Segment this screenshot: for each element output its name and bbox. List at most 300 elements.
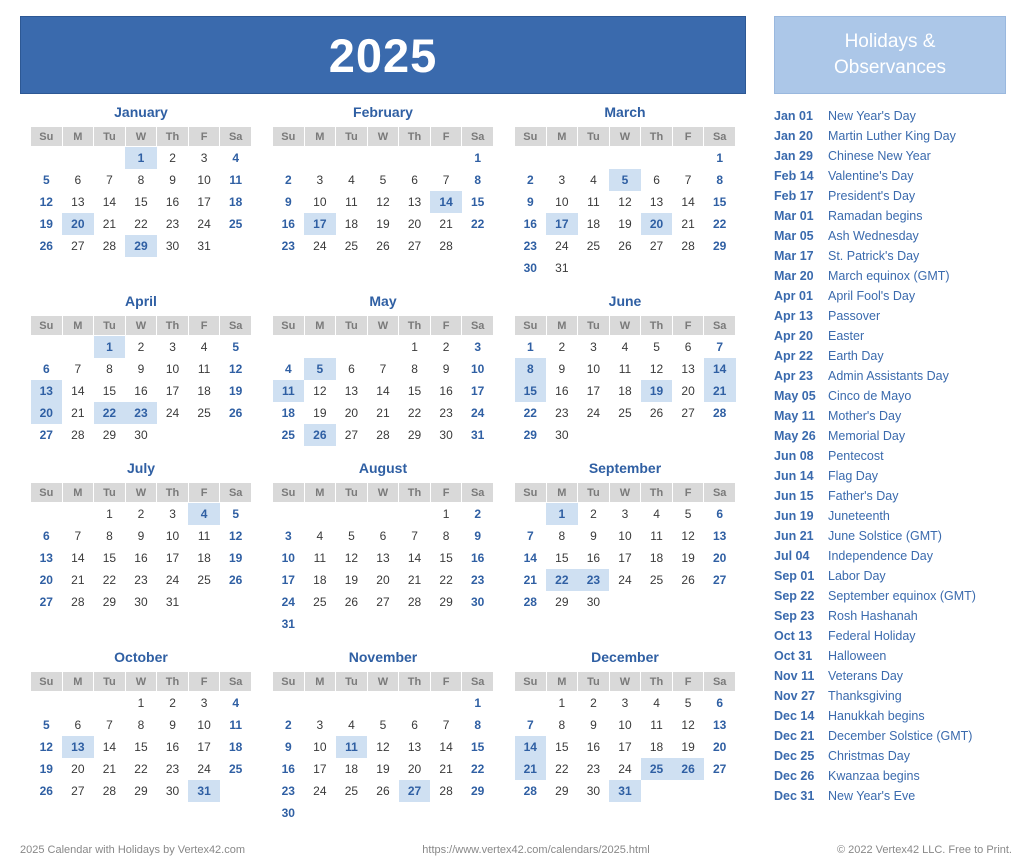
holiday-date: Apr 01 <box>774 289 813 303</box>
holiday-name: Federal Holiday <box>828 629 916 643</box>
holiday-date: Jun 21 <box>774 529 814 543</box>
day-cell: 15 <box>555 739 569 754</box>
day-cell: 2 <box>474 506 482 521</box>
weekday-header: Sa <box>220 672 252 692</box>
day-cell: 11 <box>197 528 211 543</box>
day-cell: 27 <box>713 572 727 587</box>
month-table <box>272 126 494 257</box>
day-cell: 11 <box>587 194 600 209</box>
day-cell: 4 <box>200 339 208 354</box>
day-cell: 4 <box>284 361 292 376</box>
day-cell: 13 <box>31 380 63 402</box>
month-title: January <box>114 104 168 120</box>
day-cell-empty <box>273 692 305 714</box>
month-april <box>20 293 262 446</box>
day-cell: 14 <box>71 550 85 565</box>
weekday-header: M <box>62 127 94 147</box>
holiday-date: May 05 <box>774 389 816 403</box>
day-cell: 29 <box>523 427 537 442</box>
weekday-header: F <box>430 483 462 503</box>
day-cell: 5 <box>684 695 692 710</box>
day-cell: 14 <box>515 736 547 758</box>
day-cell: 24 <box>165 572 180 587</box>
day-cell: 4 <box>348 172 355 187</box>
day-cell: 22 <box>94 402 126 424</box>
holiday-item <box>774 326 1006 346</box>
day-cell: 9 <box>137 528 145 543</box>
holiday-item <box>774 166 1006 186</box>
holiday-date: Feb 14 <box>774 169 814 183</box>
holiday-date: Nov 11 <box>774 669 815 683</box>
weekday-header: Su <box>273 672 305 692</box>
day-cell: 10 <box>618 717 632 732</box>
day-cell: 18 <box>344 761 359 776</box>
day-cell: 2 <box>590 506 597 521</box>
day-cell: 18 <box>229 739 243 754</box>
week-row <box>31 213 252 235</box>
day-cell: 21 <box>71 405 85 420</box>
day-cell: 19 <box>641 380 673 402</box>
holiday-item <box>774 406 1006 426</box>
day-cell: 11 <box>273 380 305 402</box>
week-row <box>273 191 494 213</box>
day-cell: 1 <box>474 695 482 710</box>
day-cell: 18 <box>344 216 359 231</box>
day-cell: 31 <box>609 780 641 802</box>
weekday-header: Tu <box>94 127 126 147</box>
day-cell-empty <box>704 424 736 446</box>
day-cell: 6 <box>653 172 660 187</box>
day-cell: 24 <box>555 238 569 253</box>
holiday-item <box>774 506 1006 526</box>
day-cell-empty <box>399 613 431 635</box>
holidays-list <box>774 104 1006 838</box>
holiday-item <box>774 706 1006 726</box>
weekday-header: Sa <box>462 316 494 336</box>
day-cell-empty <box>188 591 220 613</box>
holiday-date: Jun 19 <box>774 509 814 523</box>
week-row <box>515 257 736 279</box>
day-cell: 10 <box>618 528 632 543</box>
day-cell: 8 <box>137 717 145 732</box>
day-cell: 15 <box>515 380 547 402</box>
day-cell: 4 <box>653 506 660 521</box>
weekday-header-row <box>273 483 494 503</box>
week-row <box>273 402 494 424</box>
day-cell: 30 <box>471 594 485 609</box>
day-cell: 22 <box>523 405 537 420</box>
month-title: June <box>608 293 642 309</box>
holiday-name: Memorial Day <box>828 429 906 443</box>
day-cell: 15 <box>407 383 422 398</box>
day-cell-empty <box>367 802 399 824</box>
day-cell: 2 <box>169 150 176 165</box>
day-cell: 14 <box>681 194 695 209</box>
week-row <box>515 547 736 569</box>
weekday-header: Th <box>399 316 431 336</box>
day-cell: 3 <box>590 339 597 354</box>
day-cell: 12 <box>681 528 695 543</box>
day-cell: 1 <box>137 695 145 710</box>
day-cell-empty <box>462 613 494 635</box>
week-row <box>31 191 252 213</box>
day-cell: 6 <box>74 172 82 187</box>
day-cell: 30 <box>439 427 453 442</box>
day-cell: 29 <box>125 235 157 257</box>
holiday-name: September equinox (GMT) <box>828 589 976 603</box>
day-cell-empty <box>94 692 126 714</box>
day-cell: 28 <box>523 594 537 609</box>
day-cell: 23 <box>586 761 601 776</box>
day-cell: 8 <box>558 528 566 543</box>
holiday-item <box>774 786 1006 806</box>
week-row <box>515 591 736 613</box>
day-cell-empty <box>367 613 399 635</box>
day-cell: 1 <box>411 339 418 354</box>
day-cell-empty <box>62 692 94 714</box>
day-cell: 16 <box>165 194 180 209</box>
month-december <box>504 649 746 824</box>
day-cell: 28 <box>102 783 117 798</box>
week-row <box>31 525 252 547</box>
day-cell: 12 <box>376 194 390 209</box>
week-row <box>31 169 252 191</box>
day-cell: 3 <box>200 695 208 710</box>
month-title: October <box>114 649 168 665</box>
month-table <box>514 315 736 446</box>
day-cell-empty <box>336 613 368 635</box>
day-cell: 18 <box>313 572 327 587</box>
weekday-header: Sa <box>704 316 736 336</box>
day-cell: 20 <box>681 383 695 398</box>
day-cell: 7 <box>74 528 82 543</box>
month-title: July <box>126 460 155 476</box>
day-cell: 11 <box>336 736 368 758</box>
day-cell-empty <box>641 591 673 613</box>
day-cell: 3 <box>169 506 176 521</box>
day-cell-empty <box>641 257 673 279</box>
holiday-item <box>774 186 1006 206</box>
day-cell: 16 <box>471 550 485 565</box>
weekday-header: Su <box>273 127 305 147</box>
holiday-name: Father's Day <box>828 489 899 503</box>
day-cell-empty <box>672 424 704 446</box>
holiday-date: Dec 25 <box>774 749 815 763</box>
day-cell-empty <box>31 503 63 525</box>
day-cell: 11 <box>197 361 211 376</box>
day-cell-empty <box>273 503 305 525</box>
holiday-date: Nov 27 <box>774 689 815 703</box>
day-cell: 23 <box>165 216 180 231</box>
day-cell: 1 <box>558 695 566 710</box>
week-row <box>273 714 494 736</box>
holiday-name: Cinco de Mayo <box>828 389 912 403</box>
day-cell: 8 <box>442 528 450 543</box>
holiday-item <box>774 226 1006 246</box>
weekday-header: W <box>125 127 157 147</box>
day-cell: 16 <box>586 739 601 754</box>
weekday-header: Su <box>273 483 305 503</box>
day-cell: 15 <box>471 739 485 754</box>
day-cell: 2 <box>137 506 145 521</box>
day-cell: 20 <box>376 572 390 587</box>
day-cell: 7 <box>684 172 692 187</box>
weekday-header: W <box>367 483 399 503</box>
day-cell: 24 <box>165 405 180 420</box>
day-cell: 6 <box>716 695 724 710</box>
day-cell: 10 <box>281 550 295 565</box>
day-cell-empty <box>273 147 305 169</box>
holiday-item <box>774 606 1006 626</box>
day-cell: 7 <box>74 361 82 376</box>
day-cell: 2 <box>442 339 450 354</box>
day-cell: 3 <box>316 717 324 732</box>
day-cell: 26 <box>681 572 695 587</box>
day-cell-empty <box>220 780 252 802</box>
day-cell: 23 <box>281 783 295 798</box>
day-cell: 11 <box>229 717 243 732</box>
day-cell: 28 <box>439 238 453 253</box>
day-cell: 12 <box>681 717 695 732</box>
day-cell: 3 <box>474 339 482 354</box>
day-cell: 24 <box>618 761 632 776</box>
day-cell: 26 <box>376 238 390 253</box>
month-table <box>272 315 494 446</box>
holiday-name: Hanukkah begins <box>828 709 925 723</box>
day-cell-empty <box>672 780 704 802</box>
page-header <box>20 16 1012 94</box>
weekday-header: W <box>367 672 399 692</box>
day-cell: 21 <box>523 572 537 587</box>
day-cell: 18 <box>586 216 601 231</box>
week-row <box>515 336 736 358</box>
weekday-header: M <box>304 127 336 147</box>
weekday-header: W <box>609 672 641 692</box>
day-cell-empty <box>578 424 610 446</box>
day-cell: 10 <box>197 717 211 732</box>
day-cell: 23 <box>281 238 295 253</box>
holiday-item <box>774 686 1006 706</box>
day-cell-empty <box>367 692 399 714</box>
week-row <box>273 736 494 758</box>
day-cell: 10 <box>471 361 485 376</box>
day-cell-empty <box>273 336 305 358</box>
day-cell: 17 <box>165 550 180 565</box>
day-cell: 6 <box>684 339 692 354</box>
day-cell: 24 <box>586 405 601 420</box>
day-cell: 15 <box>555 550 569 565</box>
day-cell: 27 <box>39 427 53 442</box>
day-cell: 9 <box>526 194 534 209</box>
month-title: April <box>125 293 157 309</box>
day-cell: 18 <box>281 405 295 420</box>
day-cell-empty <box>704 780 736 802</box>
week-row <box>515 569 736 591</box>
weekday-header: Tu <box>336 127 368 147</box>
day-cell: 3 <box>200 150 208 165</box>
day-cell-empty <box>515 692 547 714</box>
day-cell-empty <box>430 613 462 635</box>
week-row <box>273 802 494 824</box>
day-cell: 13 <box>62 736 94 758</box>
weekday-header-row <box>515 672 736 692</box>
weekday-header: M <box>546 483 578 503</box>
day-cell: 4 <box>316 528 324 543</box>
day-cell: 22 <box>713 216 727 231</box>
day-cell: 6 <box>42 361 50 376</box>
day-cell: 6 <box>74 717 82 732</box>
day-cell: 25 <box>229 216 243 231</box>
day-cell: 30 <box>281 805 295 820</box>
day-cell: 30 <box>134 594 148 609</box>
week-row <box>273 692 494 714</box>
day-cell: 19 <box>376 761 390 776</box>
week-row <box>31 736 252 758</box>
day-cell: 19 <box>618 216 632 231</box>
footer-url[interactable]: https://www.vertex42.com/calendars/2025.html <box>422 844 650 856</box>
day-cell-empty <box>31 692 63 714</box>
day-cell: 17 <box>618 739 632 754</box>
month-title: December <box>591 649 659 665</box>
weekday-header-row <box>31 672 252 692</box>
day-cell: 10 <box>165 361 180 376</box>
day-cell: 9 <box>169 717 176 732</box>
day-cell: 17 <box>304 213 336 235</box>
day-cell: 14 <box>439 739 453 754</box>
day-cell: 9 <box>284 739 292 754</box>
week-row <box>515 692 736 714</box>
holiday-name: Christmas Day <box>828 749 910 763</box>
day-cell: 28 <box>681 238 695 253</box>
day-cell: 21 <box>439 216 453 231</box>
month-october <box>20 649 262 824</box>
weekday-header: Su <box>31 316 63 336</box>
holiday-item <box>774 146 1006 166</box>
weekday-header: Sa <box>462 672 494 692</box>
weekday-header: W <box>609 316 641 336</box>
day-cell: 27 <box>376 594 390 609</box>
weekday-header: Th <box>157 672 189 692</box>
holiday-name: Veterans Day <box>828 669 904 683</box>
weekday-header: Th <box>157 127 189 147</box>
week-row <box>273 358 494 380</box>
week-row <box>31 380 252 402</box>
week-row <box>515 169 736 191</box>
holiday-date: May 11 <box>774 409 816 423</box>
day-cell: 18 <box>197 383 211 398</box>
day-cell: 26 <box>618 238 632 253</box>
holiday-name: December Solstice (GMT) <box>828 729 973 743</box>
month-august <box>262 460 504 635</box>
day-cell: 25 <box>197 405 211 420</box>
day-cell: 20 <box>713 739 727 754</box>
day-cell: 29 <box>102 427 117 442</box>
holiday-date: Dec 31 <box>774 789 815 803</box>
month-table <box>30 482 252 613</box>
day-cell: 17 <box>197 194 211 209</box>
day-cell: 7 <box>106 717 113 732</box>
weekday-header-row <box>273 672 494 692</box>
day-cell: 15 <box>439 550 453 565</box>
day-cell: 17 <box>281 572 295 587</box>
weekday-header: M <box>62 483 94 503</box>
day-cell: 12 <box>376 739 390 754</box>
weekday-header: Tu <box>94 316 126 336</box>
day-cell: 31 <box>281 616 295 631</box>
weekday-header: M <box>304 483 336 503</box>
week-row <box>31 336 252 358</box>
day-cell: 17 <box>618 550 632 565</box>
day-cell: 11 <box>345 194 358 209</box>
day-cell: 30 <box>134 427 148 442</box>
day-cell: 26 <box>376 783 390 798</box>
weekday-header: M <box>546 127 578 147</box>
weekday-header: Su <box>515 127 547 147</box>
day-cell: 21 <box>439 761 453 776</box>
day-cell: 30 <box>165 238 180 253</box>
day-cell: 22 <box>471 216 485 231</box>
day-cell: 24 <box>197 761 211 776</box>
holiday-date: May 26 <box>774 429 816 443</box>
holiday-date: Jul 04 <box>774 549 810 563</box>
day-cell: 16 <box>134 550 148 565</box>
day-cell: 16 <box>165 739 180 754</box>
day-cell: 11 <box>618 361 632 376</box>
day-cell: 29 <box>713 238 727 253</box>
day-cell-empty <box>94 147 126 169</box>
day-cell-empty <box>31 336 63 358</box>
week-row <box>31 692 252 714</box>
day-cell-empty <box>462 235 494 257</box>
day-cell-empty <box>546 147 578 169</box>
month-january <box>20 104 262 279</box>
day-cell: 5 <box>232 506 240 521</box>
weekday-header-row <box>31 483 252 503</box>
day-cell: 28 <box>523 783 537 798</box>
day-cell: 26 <box>672 758 704 780</box>
week-row <box>273 569 494 591</box>
month-title: November <box>348 649 418 665</box>
holiday-item <box>774 106 1006 126</box>
holiday-date: Oct 31 <box>774 649 813 663</box>
day-cell: 4 <box>232 695 240 710</box>
weekday-header: Th <box>641 672 673 692</box>
week-row <box>273 213 494 235</box>
holiday-item <box>774 246 1006 266</box>
holiday-item <box>774 586 1006 606</box>
day-cell: 30 <box>586 783 601 798</box>
holiday-item <box>774 126 1006 146</box>
weekday-header: Th <box>641 483 673 503</box>
holiday-date: Apr 22 <box>774 349 813 363</box>
day-cell: 9 <box>442 361 450 376</box>
day-cell-empty <box>62 336 94 358</box>
day-cell: 26 <box>229 405 243 420</box>
weekday-header: Sa <box>462 127 494 147</box>
holiday-name: Ash Wednesday <box>828 229 919 243</box>
day-cell: 7 <box>411 528 418 543</box>
holiday-item <box>774 626 1006 646</box>
day-cell: 26 <box>39 783 53 798</box>
day-cell-empty <box>430 147 462 169</box>
day-cell: 16 <box>586 550 601 565</box>
day-cell: 25 <box>313 594 327 609</box>
holiday-date: Dec 26 <box>774 769 815 783</box>
day-cell: 19 <box>376 216 390 231</box>
weekday-header: F <box>188 316 220 336</box>
weekday-header: W <box>609 127 641 147</box>
day-cell: 21 <box>681 216 695 231</box>
